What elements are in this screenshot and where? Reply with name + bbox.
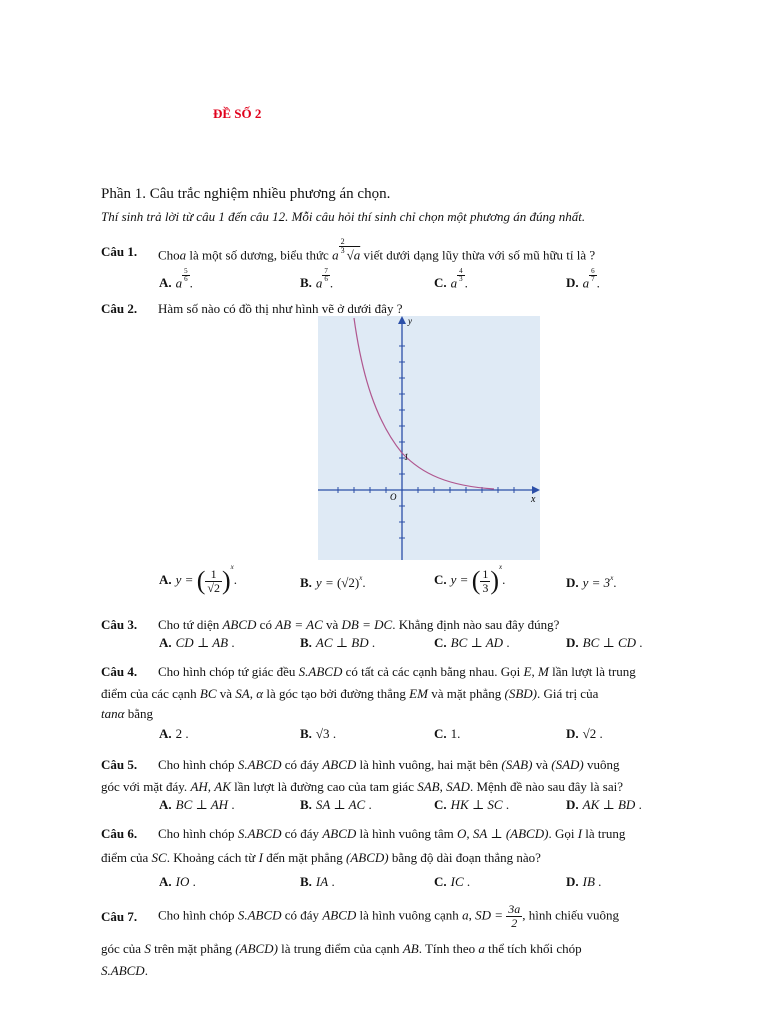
- option-b[interactable]: B. IA .: [300, 874, 335, 889]
- question-number: Câu 7.: [101, 909, 138, 924]
- question-5: [101, 757, 137, 773]
- option-c[interactable]: C. y = ( $\frac{1}{3}$ )$^x$.: [434, 562, 506, 595]
- question-4: [101, 664, 137, 680]
- question-4-line-1: Cho hình chóp tứ giác đều S.ABCD có tất cả các cạnh bằng nhau. Gọi E, M lần lượt là trung: [158, 664, 636, 679]
- option-c[interactable]: C. HK ⊥ SC .: [434, 797, 510, 812]
- question-number: Câu 1.: [101, 244, 138, 259]
- option-b[interactable]: B. √3 .: [300, 726, 337, 741]
- y-label: y: [408, 316, 412, 326]
- question-4-line-3: tanα bằng: [101, 706, 153, 721]
- question-3: [101, 617, 137, 633]
- section-heading: Phần 1. Câu trắc nghiệm nhiều phương án chọn.: [101, 186, 391, 202]
- option-a[interactable]: A. y = ( $\frac{1}{√2}$ )$^x$.: [159, 562, 237, 595]
- question-7: [101, 909, 137, 925]
- question-2: [101, 301, 137, 317]
- option-c[interactable]: C. a $^{\frac{4}{3}}$ .: [434, 267, 468, 291]
- option-b[interactable]: B. SA ⊥ AC .: [300, 797, 372, 812]
- option-d[interactable]: D. BC ⊥ CD .: [566, 635, 643, 650]
- option-a[interactable]: A. CD ⊥ AB .: [159, 635, 235, 650]
- option-c[interactable]: C. BC ⊥ AD .: [434, 635, 510, 650]
- option-a[interactable]: A. 2 .: [159, 726, 189, 741]
- axis-ticks: [338, 346, 514, 538]
- question-5-line-1: Cho hình chóp S.ABCD có đáy ABCD là hình vuông, hai mặt bên (SAB) và (SAD) vuông: [158, 757, 620, 772]
- question-number: Câu 6.: [101, 826, 138, 841]
- option-b[interactable]: B. a $^{\frac{7}{6}}$ .: [300, 267, 334, 291]
- option-a[interactable]: A. a $^{\frac{5}{6}}$ .: [159, 267, 193, 291]
- question-6-line-1: Cho hình chóp S.ABCD có đáy ABCD là hình vuông tâm O, SA ⊥ (ABCD). Gọi I là trung: [158, 826, 626, 841]
- question-number: Câu 2.: [101, 301, 138, 316]
- question-number: Câu 5.: [101, 757, 138, 772]
- option-d[interactable]: D. IB .: [566, 874, 602, 889]
- curve: [354, 318, 494, 489]
- x-axis-arrow: [532, 486, 540, 494]
- question-7-line-1: Cho hình chóp S.ABCD có đáy ABCD là hình vuông cạnh a, SD = $\frac{3a}{2}$ , hình chiếu vuông: [158, 902, 619, 930]
- exam-title: ĐỀ SỐ 2: [213, 106, 262, 121]
- option-c[interactable]: C. IC .: [434, 874, 471, 889]
- question-7-line-3: S.ABCD.: [101, 963, 148, 978]
- one-label: 1: [404, 452, 409, 462]
- question-1-text: Choa là một số dương, biểu thức a $^{\frac{2}{3}}$ √a viết dưới dạng lũy thừa với số mũ hữu tỉ là ?: [158, 237, 596, 263]
- function-graph: [318, 316, 540, 560]
- question-6: [101, 826, 137, 842]
- option-c[interactable]: C. 1.: [434, 726, 461, 741]
- option-a[interactable]: A. IO .: [159, 874, 196, 889]
- y-axis-arrow: [398, 316, 406, 324]
- question-6-line-2: điểm của SC. Khoảng cách từ I đến mặt phẳng (ABCD) bằng độ dài đoạn thẳng nào?: [101, 850, 541, 865]
- option-d[interactable]: D. $y = 3^x$.: [566, 573, 617, 590]
- question-7-line-2: góc của S trên mặt phẳng (ABCD) là trung điểm của cạnh AB. Tính theo a thể tích khối chóp: [101, 941, 582, 956]
- graph-svg: [318, 316, 540, 560]
- option-d[interactable]: D. AK ⊥ BD .: [566, 797, 642, 812]
- question-1: [101, 244, 137, 260]
- instruction: Thí sinh trả lời từ câu 1 đến câu 12. Mỗi câu hỏi thí sinh chỉ chọn một phương án đúng nhất.: [101, 209, 586, 224]
- question-5-line-2: góc với mặt đáy. AH, AK lần lượt là đường cao của tam giác SAB, SAD. Mệnh đề nào sau đây là sai?: [101, 779, 624, 794]
- option-a[interactable]: A. BC ⊥ AH .: [159, 797, 235, 812]
- question-4-line-2: điểm của các cạnh BC và SA, α là góc tạo bởi đường thẳng EM và mặt phẳng (SBD). Giá trị của: [101, 686, 599, 701]
- question-3-text: Cho tứ diện ABCD có AB = AC và DB = DC. Khẳng định nào sau đây đúng?: [158, 617, 560, 632]
- question-number: Câu 3.: [101, 617, 138, 632]
- question-2-text: Hàm số nào có đồ thị như hình vẽ ở dưới đây ?: [158, 301, 403, 316]
- x-label: x: [531, 494, 536, 505]
- option-d[interactable]: D. a $^{\frac{6}{7}}$ .: [566, 267, 600, 291]
- option-d[interactable]: D. √2 .: [566, 726, 603, 741]
- option-b[interactable]: B. AC ⊥ BD .: [300, 635, 376, 650]
- question-number: Câu 4.: [101, 664, 138, 679]
- option-b[interactable]: B. $y = (√2)^x$.: [300, 573, 366, 590]
- origin-label: O: [390, 492, 397, 502]
